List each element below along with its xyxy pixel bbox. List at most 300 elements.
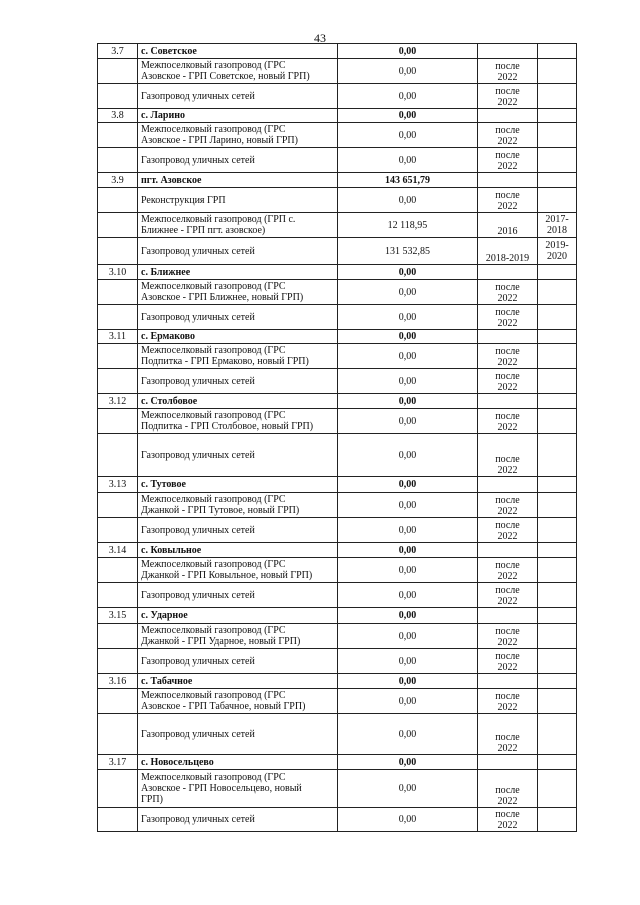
row-amount-text: 0,00 [398, 728, 417, 740]
row-amount-cell [338, 608, 478, 624]
table-row-item [98, 649, 577, 674]
row-name-text: Межпоселковый газопровод (ГРС Азовское - ГРП Советское, новый ГРП) [141, 60, 310, 82]
row-name-text: с. Ближнее [141, 266, 191, 278]
table-row-settlement [98, 543, 577, 558]
row-amount-text: 131 532,85 [385, 245, 430, 257]
row-name-text: Межпоселковый газопровод (ГРС Азовское - ГРП Новосельцево, новый ГРП) [141, 772, 302, 805]
row-period-cell [478, 123, 538, 148]
row-extra-period-cell [538, 173, 577, 188]
row-period-cell [478, 280, 538, 305]
row-name-text: Газопровод уличных сетей [141, 154, 255, 166]
row-name-text: Газопровод уличных сетей [141, 375, 255, 387]
table-row-item [98, 280, 577, 305]
row-extra-period-cell [538, 558, 577, 583]
table-body [98, 44, 577, 832]
row-number-cell [98, 280, 138, 305]
row-number-text: 3.15 [108, 610, 127, 621]
row-name-text: Межпоселковый газопровод (ГРС Джанкой - ГРП Тутовое, новый ГРП) [141, 494, 300, 516]
row-extra-period-cell [538, 493, 577, 518]
row-name-cell [138, 330, 338, 344]
table-row-settlement [98, 109, 577, 123]
table-row-item [98, 434, 577, 477]
row-extra-period-cell [538, 624, 577, 649]
row-name-text: пгт. Азовское [141, 174, 202, 186]
row-name-cell [138, 59, 338, 84]
row-period-cell [478, 558, 538, 583]
row-period-cell [478, 173, 538, 188]
row-extra-period-cell [538, 109, 577, 123]
row-extra-period-cell [538, 148, 577, 173]
row-number-cell [98, 84, 138, 109]
row-amount-cell [338, 213, 478, 238]
table-row-item [98, 714, 577, 755]
table-row-item [98, 148, 577, 173]
row-number-text: 3.10 [108, 266, 127, 278]
row-name-text: Межпоселковый газопровод (ГРС Джанкой - ГРП Ударное, новый ГРП) [141, 625, 301, 647]
table-row-settlement [98, 173, 577, 188]
row-period-cell [478, 477, 538, 493]
row-amount-cell [338, 265, 478, 280]
row-number-text: 3.13 [108, 479, 127, 490]
gas-pipeline-table [97, 43, 577, 832]
row-amount-text: 0,00 [398, 286, 417, 298]
row-period-cell [478, 59, 538, 84]
table-row-item [98, 518, 577, 543]
table-row-settlement [98, 330, 577, 344]
row-name-cell [138, 238, 338, 265]
row-name-text: с. Ларино [141, 110, 185, 121]
row-amount-cell [338, 330, 478, 344]
row-extra-period-cell [538, 649, 577, 674]
row-name-text: Газопровод уличных сетей [141, 90, 255, 102]
row-period-cell [478, 770, 538, 808]
row-amount-text: 0,00 [398, 479, 417, 490]
row-extra-period-cell [538, 238, 577, 265]
row-amount-cell [338, 280, 478, 305]
table-row-settlement [98, 755, 577, 770]
row-name-cell [138, 280, 338, 305]
row-extra-period-text: 2019- 2020 [545, 240, 569, 262]
row-extra-period-cell [538, 808, 577, 832]
row-number-cell [98, 173, 138, 188]
row-period-text: после 2022 [495, 651, 520, 673]
row-amount-text: 0,00 [398, 524, 417, 536]
row-period-text: после 2022 [495, 520, 520, 542]
row-name-cell [138, 148, 338, 173]
row-name-text: Межпоселковый газопровод (ГРС Азовское - ГРП Ближнее, новый ГРП) [141, 281, 304, 303]
row-number-cell [98, 59, 138, 84]
row-period-cell [478, 109, 538, 123]
row-number-cell [98, 123, 138, 148]
row-period-text: после 2022 [495, 560, 520, 582]
row-amount-cell [338, 409, 478, 434]
row-period-text: после 2022 [495, 585, 520, 607]
row-period-cell [478, 265, 538, 280]
row-extra-period-cell [538, 674, 577, 689]
row-amount-cell [338, 543, 478, 558]
row-period-text: после 2022 [495, 282, 520, 304]
row-amount-text: 0,00 [398, 90, 417, 102]
row-number-cell [98, 265, 138, 280]
row-amount-text: 0,00 [398, 675, 417, 687]
row-amount-cell [338, 649, 478, 674]
row-amount-cell [338, 59, 478, 84]
row-period-text: после 2022 [495, 626, 520, 648]
row-extra-period-cell [538, 188, 577, 213]
row-name-cell [138, 188, 338, 213]
table-row-item [98, 409, 577, 434]
row-number-cell [98, 109, 138, 123]
row-extra-period-cell [538, 755, 577, 770]
row-number-cell [98, 330, 138, 344]
row-amount-cell [338, 109, 478, 123]
row-amount-text: 0,00 [398, 45, 417, 57]
row-amount-cell [338, 123, 478, 148]
row-amount-cell [338, 477, 478, 493]
table-row-item [98, 344, 577, 369]
row-number-text: 3.9 [111, 174, 124, 186]
row-name-text: Газопровод уличных сетей [141, 728, 255, 740]
row-period-cell [478, 543, 538, 558]
row-number-cell [98, 44, 138, 59]
row-period-text: после 2022 [495, 495, 520, 517]
row-number-cell [98, 238, 138, 265]
row-period-cell [478, 394, 538, 409]
row-name-cell [138, 369, 338, 394]
row-number-cell [98, 188, 138, 213]
row-number-cell [98, 148, 138, 173]
row-name-cell [138, 173, 338, 188]
row-period-cell [478, 369, 538, 394]
row-amount-cell [338, 344, 478, 369]
row-number-cell [98, 305, 138, 330]
table-row-settlement [98, 608, 577, 624]
row-name-cell [138, 624, 338, 649]
row-extra-period-cell [538, 689, 577, 714]
row-amount-cell [338, 558, 478, 583]
row-period-text: 2016 [497, 226, 518, 237]
row-extra-period-cell [538, 409, 577, 434]
row-number-cell [98, 649, 138, 674]
row-number-text: 3.8 [111, 110, 124, 121]
row-name-cell [138, 493, 338, 518]
row-amount-text: 0,00 [398, 499, 417, 511]
row-number-cell [98, 369, 138, 394]
row-period-cell [478, 344, 538, 369]
row-amount-text: 0,00 [398, 194, 417, 206]
row-name-cell [138, 109, 338, 123]
row-amount-text: 0,00 [398, 449, 417, 461]
row-period-cell [478, 238, 538, 265]
row-amount-text: 0,00 [398, 331, 417, 342]
row-name-cell [138, 608, 338, 624]
row-amount-cell [338, 44, 478, 59]
row-amount-text: 0,00 [398, 311, 417, 323]
row-amount-cell [338, 305, 478, 330]
row-period-cell [478, 84, 538, 109]
row-name-text: с. Ударное [141, 610, 188, 621]
row-amount-text: 0,00 [398, 65, 417, 77]
row-period-cell [478, 409, 538, 434]
row-extra-period-cell [538, 714, 577, 755]
row-amount-text: 0,00 [398, 655, 417, 667]
row-period-cell [478, 714, 538, 755]
row-period-text: после 2022 [495, 150, 520, 172]
row-amount-cell [338, 714, 478, 755]
row-period-text: после 2022 [495, 809, 520, 831]
row-name-cell [138, 689, 338, 714]
row-amount-cell [338, 583, 478, 608]
row-name-cell [138, 543, 338, 558]
row-period-cell [478, 808, 538, 832]
row-name-cell [138, 558, 338, 583]
row-name-cell [138, 674, 338, 689]
row-amount-text: 0,00 [398, 129, 417, 141]
row-number-cell [98, 434, 138, 477]
row-number-text: 3.11 [108, 331, 127, 342]
row-amount-text: 0,00 [398, 610, 417, 621]
row-amount-text: 12 118,95 [387, 219, 428, 231]
row-extra-period-text: 2017- 2018 [545, 214, 569, 236]
row-period-text: 2018-2019 [485, 253, 530, 264]
row-name-text: с. Столбовое [141, 395, 198, 407]
row-amount-cell [338, 755, 478, 770]
row-extra-period-cell [538, 434, 577, 477]
row-number-cell [98, 770, 138, 808]
row-period-text: после 2022 [495, 454, 520, 476]
row-name-text: Газопровод уличных сетей [141, 449, 255, 461]
row-name-cell [138, 434, 338, 477]
row-period-cell [478, 518, 538, 543]
row-amount-cell [338, 369, 478, 394]
row-name-cell [138, 770, 338, 808]
table-row-item [98, 689, 577, 714]
row-period-text: после 2022 [495, 732, 520, 754]
row-name-cell [138, 477, 338, 493]
row-number-text: 3.7 [111, 45, 124, 57]
row-amount-text: 0,00 [398, 395, 417, 407]
row-number-cell [98, 493, 138, 518]
row-number-text: 3.12 [108, 395, 127, 407]
row-amount-text: 0,00 [398, 544, 417, 556]
row-number-cell [98, 409, 138, 434]
row-number-cell [98, 689, 138, 714]
row-extra-period-cell [538, 583, 577, 608]
row-period-cell [478, 674, 538, 689]
table-row-settlement [98, 394, 577, 409]
row-name-cell [138, 714, 338, 755]
row-period-cell [478, 583, 538, 608]
row-amount-text: 0,00 [398, 266, 417, 278]
table-row-item [98, 493, 577, 518]
row-name-cell [138, 755, 338, 770]
row-amount-text: 0,00 [398, 783, 417, 794]
row-period-cell [478, 330, 538, 344]
row-extra-period-cell [538, 330, 577, 344]
row-period-text: после 2022 [495, 371, 520, 393]
row-name-text: Межпоселковый газопровод (ГРС Азовское - ГРП Ларино, новый ГРП) [141, 124, 298, 146]
row-period-text: после 2022 [495, 307, 520, 329]
row-name-cell [138, 394, 338, 409]
row-name-text: Межпоселковый газопровод (ГРП с. Ближнее - ГРП пгт. азовское) [141, 214, 296, 236]
table-row-item [98, 188, 577, 213]
row-extra-period-cell [538, 305, 577, 330]
row-name-text: Газопровод уличных сетей [141, 245, 255, 257]
row-extra-period-cell [538, 123, 577, 148]
row-number-cell [98, 674, 138, 689]
row-name-text: с. Табачное [141, 675, 193, 687]
row-extra-period-cell [538, 770, 577, 808]
row-amount-text: 0,00 [398, 154, 417, 166]
row-name-cell [138, 344, 338, 369]
row-amount-cell [338, 84, 478, 109]
row-amount-cell [338, 518, 478, 543]
table-row-item [98, 808, 577, 832]
row-period-cell [478, 305, 538, 330]
row-amount-cell [338, 808, 478, 832]
table-row-settlement [98, 265, 577, 280]
row-name-cell [138, 808, 338, 832]
row-number-text: 3.17 [108, 756, 127, 768]
table-row-item [98, 624, 577, 649]
table-row-item [98, 583, 577, 608]
row-amount-text: 0,00 [398, 814, 417, 825]
row-name-cell [138, 649, 338, 674]
row-number-cell [98, 394, 138, 409]
row-number-text: 3.14 [108, 544, 127, 556]
row-amount-text: 143 651,79 [385, 174, 430, 186]
row-extra-period-cell [538, 213, 577, 238]
row-amount-cell [338, 188, 478, 213]
row-number-cell [98, 558, 138, 583]
row-extra-period-cell [538, 265, 577, 280]
row-number-cell [98, 518, 138, 543]
row-period-text: после 2022 [495, 125, 520, 147]
row-name-cell [138, 583, 338, 608]
row-name-cell [138, 518, 338, 543]
row-amount-text: 0,00 [398, 756, 417, 768]
row-extra-period-cell [538, 394, 577, 409]
table-row-item [98, 213, 577, 238]
row-number-cell [98, 583, 138, 608]
row-amount-cell [338, 394, 478, 409]
row-amount-cell [338, 173, 478, 188]
table-row-settlement [98, 674, 577, 689]
row-name-text: Реконструкция ГРП [141, 194, 226, 206]
row-name-cell [138, 44, 338, 59]
row-period-cell [478, 434, 538, 477]
row-period-text: после 2022 [495, 190, 520, 212]
row-amount-cell [338, 624, 478, 649]
table-row-item [98, 123, 577, 148]
row-extra-period-cell [538, 280, 577, 305]
row-name-text: Межпоселковый газопровод (ГРС Подпитка - ГРП Ермаково, новый ГРП) [141, 345, 309, 367]
row-number-cell [98, 213, 138, 238]
row-period-cell [478, 689, 538, 714]
row-amount-text: 0,00 [398, 589, 417, 601]
table-row-settlement [98, 44, 577, 59]
row-name-cell [138, 265, 338, 280]
table-row-item [98, 59, 577, 84]
row-amount-cell [338, 770, 478, 808]
page-number: 43 [314, 31, 326, 45]
row-period-text: после 2022 [495, 61, 520, 83]
row-name-text: с. Советское [141, 45, 197, 57]
row-period-cell [478, 755, 538, 770]
row-extra-period-cell [538, 44, 577, 59]
row-name-cell [138, 213, 338, 238]
row-name-text: Межпоселковый газопровод (ГРС Подпитка - ГРП Столбовое, новый ГРП) [141, 410, 314, 432]
row-number-cell [98, 608, 138, 624]
table-row-item [98, 770, 577, 808]
row-period-cell [478, 608, 538, 624]
row-name-text: Межпоселковый газопровод (ГРС Азовское - ГРП Табачное, новый ГРП) [141, 690, 306, 712]
row-amount-text: 0,00 [398, 350, 417, 362]
row-name-cell [138, 305, 338, 330]
row-amount-cell [338, 434, 478, 477]
row-name-text: с. Тутовое [141, 479, 186, 490]
row-name-text: с. Ковыльное [141, 544, 202, 556]
table-row-settlement [98, 477, 577, 493]
table-row-item [98, 369, 577, 394]
row-extra-period-cell [538, 344, 577, 369]
row-name-text: с. Новосельцево [141, 756, 214, 768]
row-number-text: 3.16 [108, 675, 127, 687]
row-amount-text: 0,00 [398, 695, 417, 707]
row-number-cell [98, 624, 138, 649]
row-name-cell [138, 84, 338, 109]
row-amount-cell [338, 674, 478, 689]
row-name-text: Газопровод уличных сетей [141, 814, 255, 825]
row-period-text: после 2022 [495, 785, 520, 807]
row-period-text: после 2022 [495, 346, 520, 368]
row-name-text: Газопровод уличных сетей [141, 655, 255, 667]
row-name-text: с. Ермаково [141, 331, 195, 342]
row-name-text: Межпоселковый газопровод (ГРС Джанкой - ГРП Ковыльное, новый ГРП) [141, 559, 313, 581]
row-name-cell [138, 409, 338, 434]
row-amount-cell [338, 148, 478, 173]
row-number-cell [98, 808, 138, 832]
row-extra-period-cell [538, 477, 577, 493]
table-row-item [98, 84, 577, 109]
row-number-cell [98, 477, 138, 493]
row-period-cell [478, 493, 538, 518]
row-amount-cell [338, 493, 478, 518]
row-period-text: после 2022 [495, 411, 520, 433]
row-amount-cell [338, 689, 478, 714]
row-extra-period-cell [538, 59, 577, 84]
row-extra-period-cell [538, 543, 577, 558]
row-amount-text: 0,00 [398, 110, 417, 121]
table-row-item [98, 558, 577, 583]
row-amount-text: 0,00 [398, 415, 417, 427]
row-period-cell [478, 213, 538, 238]
row-number-cell [98, 755, 138, 770]
table-row-item [98, 305, 577, 330]
row-name-cell [138, 123, 338, 148]
row-period-cell [478, 624, 538, 649]
row-name-text: Газопровод уличных сетей [141, 311, 255, 323]
row-number-cell [98, 714, 138, 755]
row-period-cell [478, 44, 538, 59]
row-period-cell [478, 188, 538, 213]
row-extra-period-cell [538, 84, 577, 109]
row-name-text: Газопровод уличных сетей [141, 589, 255, 601]
row-extra-period-cell [538, 369, 577, 394]
row-number-cell [98, 543, 138, 558]
row-amount-text: 0,00 [398, 630, 417, 642]
row-amount-text: 0,00 [398, 564, 417, 576]
